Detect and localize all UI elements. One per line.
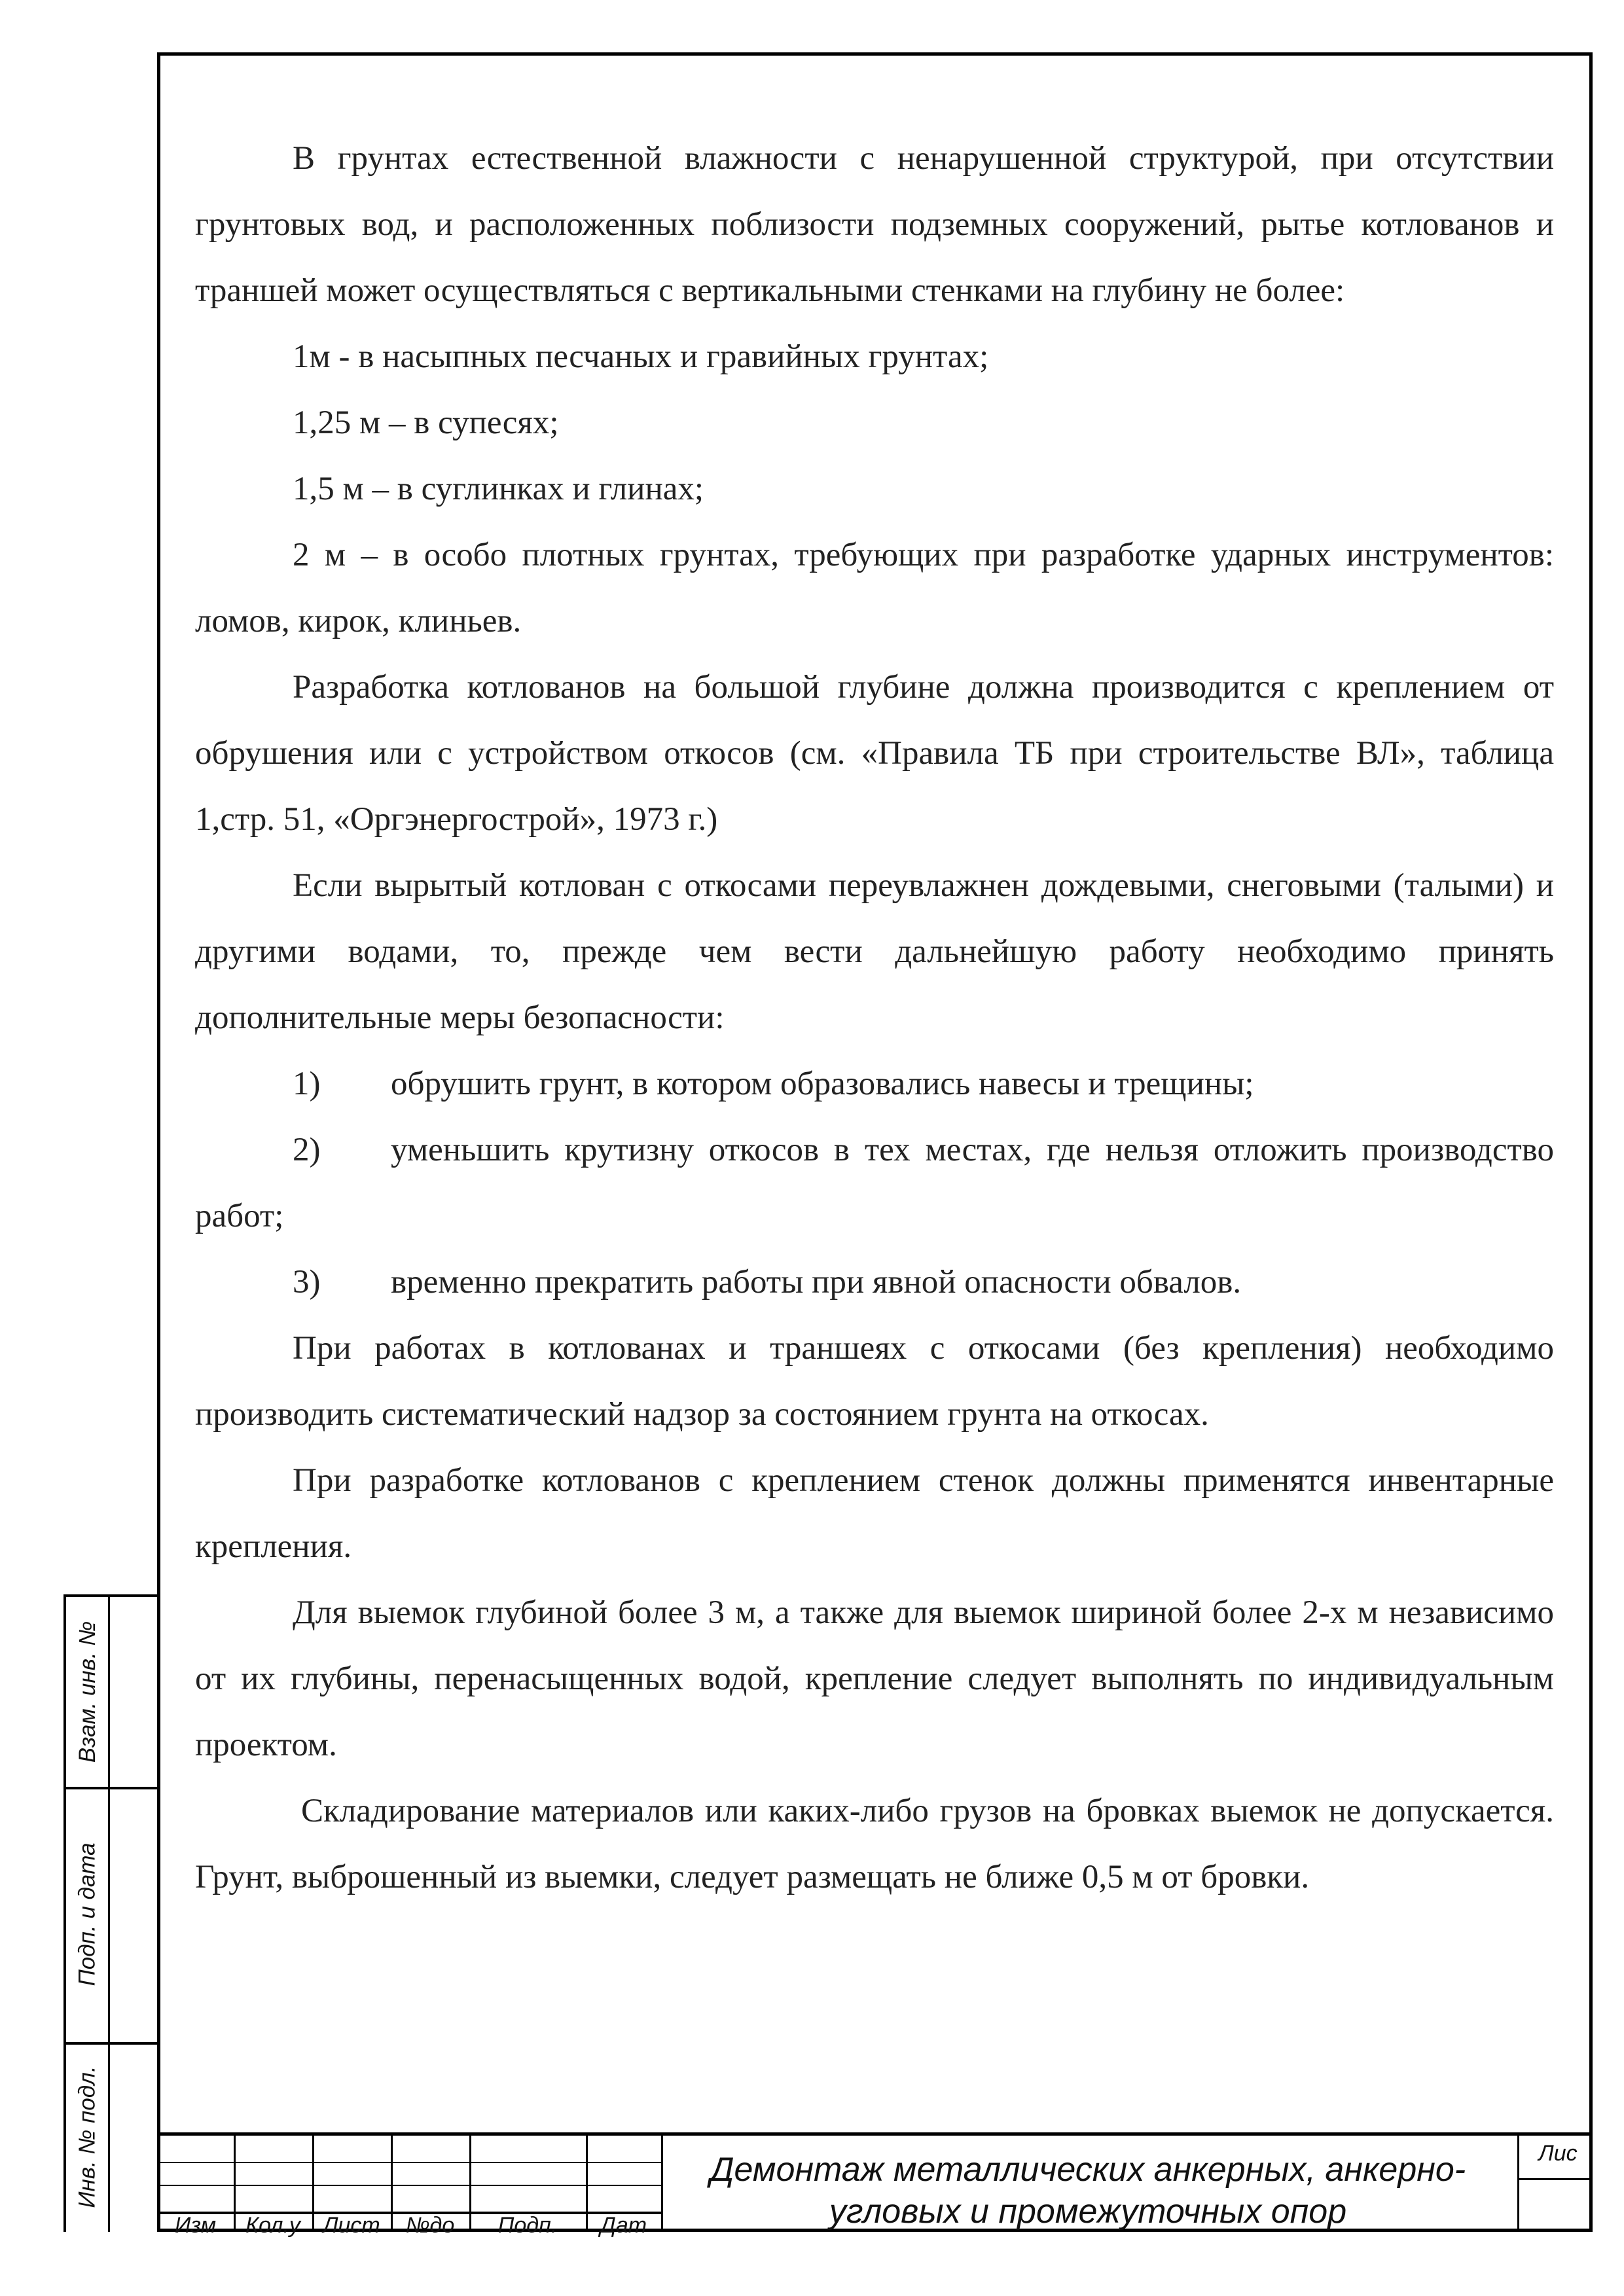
- paragraph: 1,5 м – в суглинках и глинах;: [293, 471, 704, 507]
- list-item: [195, 1117, 1554, 1249]
- paragraph: При работах в котлованах и траншеях с откосами (без крепления) необходимо производить систематический надзор за состоянием грунта на откосах.: [195, 1330, 1554, 1433]
- title-block-divider: [1517, 2136, 1519, 2232]
- paragraph: 1,25 м – в супесях;: [293, 404, 559, 441]
- column-header-change: Изм: [174, 2212, 217, 2238]
- list-item-number: 1): [293, 1066, 321, 1102]
- side-stamp-cell: [67, 1787, 108, 2042]
- list-item-text: обрушить грунт, в котором образовались навесы и трещины;: [391, 1066, 1254, 1102]
- paragraph: Для выемок глубиной более 3 м, а также для выемок шириной более 2-х м независимо от их глубины, перенасыщенных водой, крепление следует выполнять по индивидуальным проектом.: [195, 1594, 1554, 1763]
- list-item-number: 3): [293, 1264, 321, 1300]
- side-stamp-label: Инв. № подл.: [75, 2066, 100, 2208]
- document-body: [195, 126, 1554, 1910]
- title-block-divider: [157, 2162, 662, 2163]
- column-header-count: Кол.у: [245, 2212, 300, 2238]
- paragraph: 2 м – в особо плотных грунтах, требующих при разработке ударных инструментов: ломов, кирок, клиньев.: [195, 537, 1554, 639]
- list-item: [195, 1249, 1554, 1316]
- list-item-text: временно прекратить работы при явной опасности обвалов.: [391, 1264, 1242, 1300]
- title-block-divider: [1517, 2178, 1593, 2180]
- column-header-sheet: Лист: [323, 2212, 380, 2238]
- paragraph: При разработке котлованов с креплением стенок должны применятся инвентарные крепления.: [195, 1462, 1554, 1565]
- column-header-document: №до: [405, 2212, 455, 2238]
- document-title-line: Демонтаж металлических анкерных, анкерно-: [710, 2151, 1466, 2189]
- side-stamp-divider: [108, 1597, 110, 2232]
- sheet-label: Лис: [1538, 2141, 1578, 2166]
- column-header-signature: Подп.: [497, 2212, 558, 2238]
- paragraph: 1м - в насыпных песчаных и гравийных грунтах;: [293, 338, 989, 375]
- list-item-number: 2): [293, 1132, 321, 1168]
- paragraph: В грунтах естественной влажности с ненарушенной структурой, при отсутствии грунтовых вод, и расположенных поблизости подземных сооружений, рытье котлованов и траншей может осуществляться с вертикальными стенками на глубину не более:: [195, 140, 1554, 309]
- side-stamp-cell: [67, 1597, 108, 1787]
- paragraph: Разработка котлованов на большой глубине должна производится с креплением от обрушения или с устройством откосов (см. «Правила ТБ при строительстве ВЛ», таблица 1,стр. 51, «Оргэнергострой», 1973 г.): [195, 669, 1554, 838]
- title-block: [157, 2132, 1593, 2238]
- column-header-date: Дат: [600, 2212, 647, 2238]
- paragraph: Складирование материалов или каких-либо грузов на бровках выемок не допускается. Грунт, выброшенный из выемки, следует размещать не ближе 0,5 м от бровки.: [195, 1793, 1554, 1895]
- paragraph: Если вырытый котлован с откосами переувлажнен дождевыми, снеговыми (талыми) и другими водами, то, прежде чем вести дальнейшую работу необходимо принять дополнительные меры безопасности:: [195, 867, 1554, 1036]
- side-stamp-label: Взам. инв. №: [75, 1621, 101, 1763]
- side-stamp-cell: [67, 2042, 108, 2232]
- title-block-divider: [157, 2185, 662, 2186]
- list-item-text: уменьшить крутизну откосов в тех местах, где нельзя отложить производство работ;: [195, 1132, 1554, 1234]
- document-title-line: угловых и промежуточных опор: [829, 2193, 1347, 2231]
- side-stamp: [63, 1594, 157, 2232]
- list-item: [195, 1051, 1554, 1117]
- side-stamp-label: Подп. и дата: [75, 1842, 101, 1986]
- document-title: [662, 2149, 1513, 2233]
